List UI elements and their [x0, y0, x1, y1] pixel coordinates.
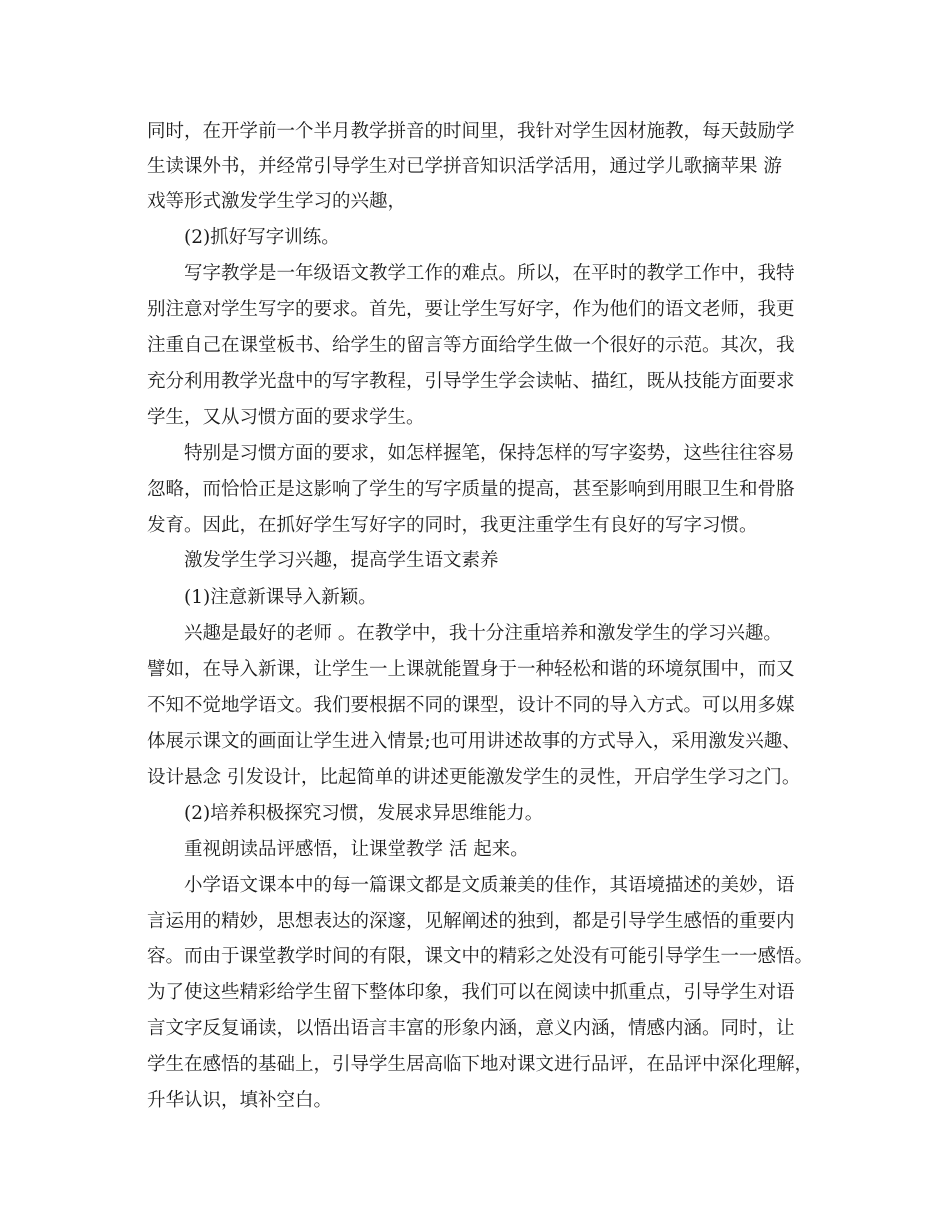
text-line: 充分利用教学光盘中的写字教程，引导学生学会读帖、描红，既从技能方面要求: [147, 371, 795, 392]
text-line: 写字教学是一年级语文教学工作的难点。所以，在平时的教学工作中，我特: [184, 263, 795, 284]
text-line: 小学语文课本中的每一篇课文都是文质兼美的佳作，其语境描述的美妙，语: [184, 875, 795, 896]
text-line: 注重自己在课堂板书、给学生的留言等方面给学生做一个很好的示范。其次，我: [147, 335, 795, 356]
text-line: 言文字反复诵读，以悟出语言丰富的形象内涵，意义内涵，情感内涵。同时，让: [147, 1018, 795, 1039]
text-line: 兴趣是最好的老师 。在教学中，我十分注重培养和激发学生的学习兴趣。: [184, 623, 782, 644]
section-heading: 重视朗读品评感悟，让课堂教学 活 起来。: [184, 839, 529, 860]
text-line: 言运用的精妙，思想表达的深邃，见解阐述的独到，都是引导学生感悟的重要内: [147, 911, 795, 932]
text-line: 譬如，在导入新课，让学生一上课就能置身于一种轻松和谐的环境氛围中，而又: [147, 659, 795, 680]
text-line: 体展示课文的画面让学生进入情景;也可用讲述故事的方式导入，采用激发兴趣、: [147, 731, 801, 752]
text-line: 戏等形式激发学生学习的兴趣，: [147, 191, 407, 212]
text-line: 同时，在开学前一个半月教学拼音的时间里，我针对学生因材施教，每天鼓励学: [147, 121, 795, 142]
text-line: 别注意对学生写字的要求。首先，要让学生写好字，作为他们的语文老师，我更: [147, 299, 795, 320]
text-line: 容。而由于课堂教学时间的有限，课文中的精彩之处没有可能引导学生一一感悟。: [147, 946, 814, 967]
text-line: 升华认识，填补空白。: [147, 1090, 333, 1111]
text-line: 生读课外书，并经常引导学生对已学拼音知识活学活用，通过学儿歌摘苹果 游: [147, 156, 782, 177]
text-line: 为了使这些精彩给学生留下整体印象，我们可以在阅读中抓重点，引导学生对语: [147, 982, 795, 1003]
section-heading: (2)抓好写字训练。: [184, 227, 340, 248]
text-line: 学生，又从习惯方面的要求学生。: [147, 407, 425, 428]
text-line: 设计悬念 引发设计，比起简单的讲述更能激发学生的灵性，开启学生学习之门。: [147, 767, 801, 788]
section-heading: 激发学生学习兴趣，提高学生语文素养: [184, 550, 499, 571]
text-line: 学生在感悟的基础上，引导学生居高临下地对课文进行品评，在品评中深化理解，: [147, 1054, 814, 1075]
text-line: 特别是习惯方面的要求，如怎样握笔，保持怎样的写字姿势，这些往往容易: [184, 443, 795, 464]
section-heading: (1)注意新课导入新颖。: [184, 587, 377, 608]
text-line: 不知不觉地学语文。我们要根据不同的课型，设计不同的导入方式。可以用多媒: [147, 695, 795, 716]
section-heading: (2)培养积极探究习惯，发展求异思维能力。: [184, 803, 544, 824]
text-line: 发育。因此，在抓好学生写好字的同时，我更注重学生有良好的写字习惯。: [147, 515, 758, 536]
text-line: 忽略，而恰恰正是这影响了学生的写字质量的提高，甚至影响到用眼卫生和骨胳: [147, 479, 795, 500]
